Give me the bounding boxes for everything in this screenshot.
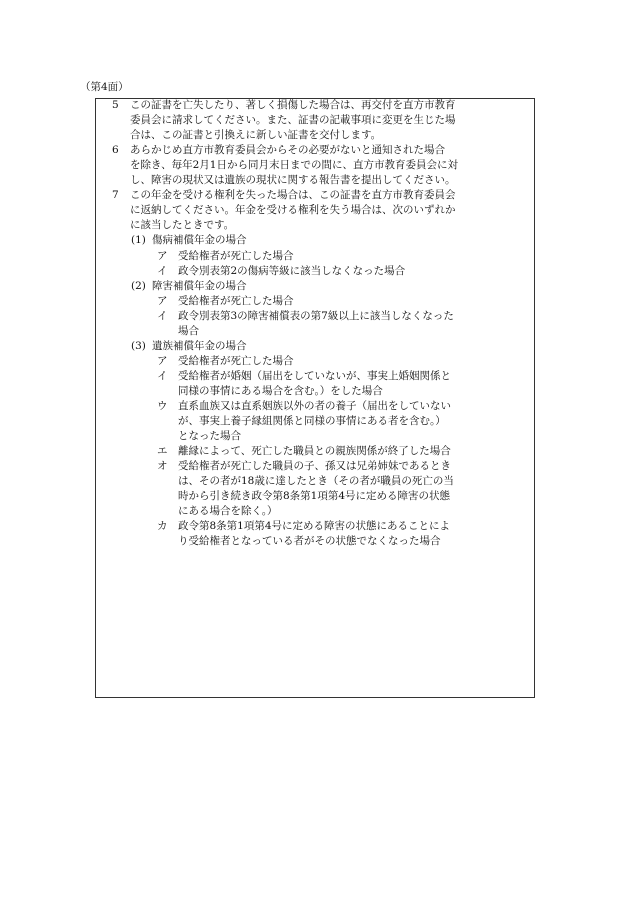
sub-item-line: 受給権者が死亡した職員の子、孫又は兄弟姉妹であるとき (178, 460, 451, 473)
section-label: (2) (131, 279, 146, 292)
item-number: 6 (112, 144, 119, 157)
sub-item-line: 同様の事情にある場合を含む。）をした場合 (178, 384, 383, 397)
sub-item-mark: イ (157, 264, 168, 277)
section-title: 遺族補償年金の場合 (152, 339, 247, 352)
sub-item-line: となった場合 (178, 430, 241, 443)
item-line: に返納してください。年金を受ける権利を失う場合は、次のいずれか (130, 204, 456, 217)
section-label: (1) (131, 234, 146, 247)
page-label: （第4面） (80, 81, 129, 93)
section-title: 障害補償年金の場合 (152, 279, 247, 292)
sub-item-line: 受給権者が死亡した場合 (178, 354, 294, 367)
sub-item-line: 政令第8条第1項第4号に定める障害の状態にあることによ (178, 520, 451, 533)
section-title: 傷病補償年金の場合 (152, 234, 247, 247)
sub-item-line: 離縁によって、死亡した職員との親族関係が終了した場合 (178, 445, 451, 458)
item-line: この年金を受ける権利を失った場合は、この証書を直方市教育委員会 (130, 189, 456, 202)
sub-item-mark: ウ (157, 400, 168, 412)
item-line: この証書を亡失したり、著しく損傷した場合は、再交付を直方市教育 (130, 99, 456, 111)
sub-item-line: にある場合を除く。） (178, 505, 278, 518)
sub-item-line: は、その者が18歳に達したとき（その者が職員の死亡の当 (178, 475, 454, 488)
sub-item-line: 政令別表第3の障害補償表の第7級以上に該当しなくなった (178, 309, 454, 322)
sub-item-line: が、事実上養子縁組関係と同様の事情にある者を含む。） (178, 415, 446, 428)
sub-item-mark: カ (157, 520, 168, 533)
sub-item-line: 受給権者が婚姻（届出をしていないが、事実上婚姻関係と (178, 369, 451, 382)
item-number: 5 (112, 99, 119, 111)
sub-item-line: 受給権者が死亡した場合 (178, 294, 294, 307)
item-line: し、障害の現状又は遺族の現状に関する報告書を提出してください。 (130, 174, 456, 187)
item-line: に該当したときです。 (130, 219, 235, 232)
sub-item-mark: ア (157, 294, 168, 307)
sub-item-mark: エ (157, 445, 168, 458)
item-line: を除き、毎年2月1日から同月末日までの間に、直方市教育委員会に対 (130, 159, 458, 172)
section-label: (3) (131, 339, 146, 352)
item-number: 7 (112, 189, 119, 202)
item-line: 合は、この証書と引換えに新しい証書を交付します。 (130, 129, 382, 142)
sub-item-line: 場合 (178, 324, 199, 337)
sub-item-line: 直系血族又は直系姻族以外の者の養子（届出をしていない (178, 400, 451, 412)
item-line: あらかじめ直方市教育委員会からその必要がないと通知された場合 (130, 144, 445, 157)
sub-item-line: 受給権者が死亡した場合 (178, 249, 294, 262)
sub-item-mark: ア (157, 354, 168, 367)
sub-item-mark: イ (157, 309, 168, 322)
sub-item-mark: イ (157, 369, 168, 382)
sub-item-line: 時から引き続き政令第8条第1項第4号に定める障害の状態 (178, 490, 451, 503)
sub-item-line: 政令別表第2の傷病等級に該当しなくなった場合 (178, 264, 406, 277)
sub-item-mark: オ (157, 460, 168, 473)
sub-item-mark: ア (157, 249, 168, 262)
sub-item-line: り受給権者となっている者がその状態でなくなった場合 (178, 535, 441, 548)
item-line: 委員会に請求してください。また、証書の記載事項に変更を生じた場 (130, 114, 456, 127)
